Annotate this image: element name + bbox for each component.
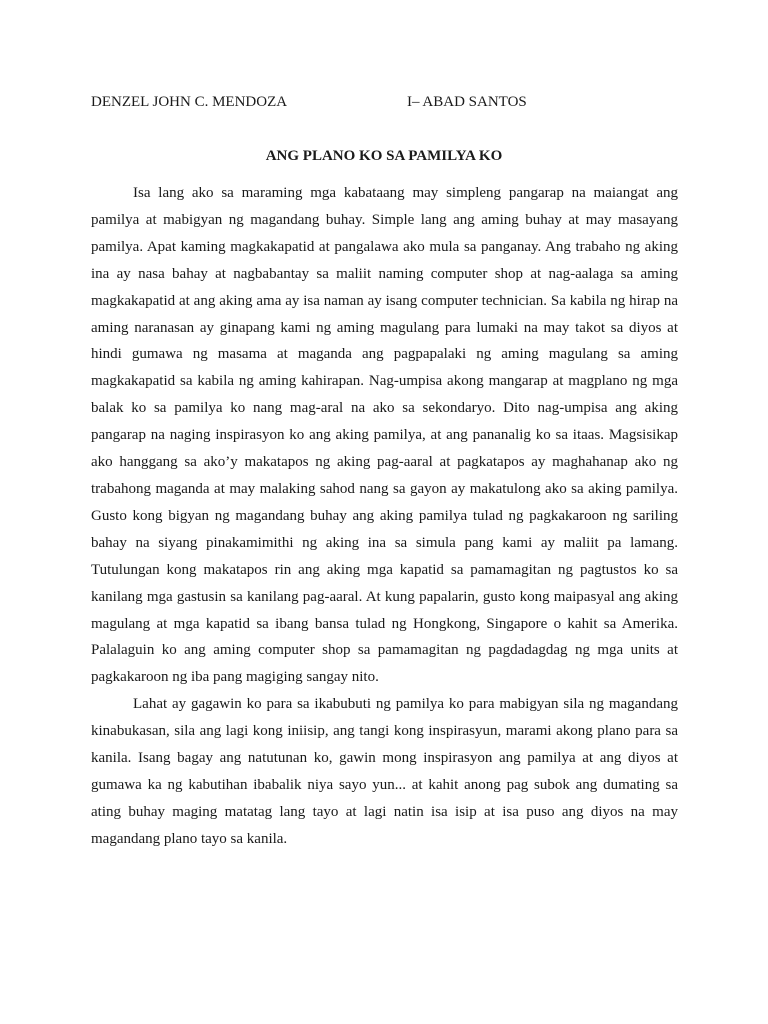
- document-title: ANG PLANO KO SA PAMILYA KO: [265, 148, 503, 164]
- header-line: [91, 92, 681, 112]
- document-body: [91, 180, 678, 853]
- paragraph: Lahat ay gagawin ko para sa ikabubuti ng pamilya ko para mabigyan sila ng magandang kinabukasan, sila ang lagi kong iniisip, ang tangi kong inspirasyun, marami akong plano para sa kanila. Isang bagay ang natutunan ko, gawin mong inspirasyon ang pamilya at ang diyos at gumawa ka ng kabutihan ibabalik niya sayo yun... at kahit anong pag subok ang dumating sa ating buhay maging matatag lang tayo at lagi natin isa isip at isa puso ang diyos na may magandang plano tayo sa kanila.: [91, 696, 678, 847]
- author-name: DENZEL JOHN C. MENDOZA: [91, 94, 288, 110]
- section-name: I– ABAD SANTOS: [407, 94, 527, 110]
- paragraph: Isa lang ako sa maraming mga kabataang may simpleng pangarap na maiangat ang pamilya at mabigyan ng magandang buhay. Simple lang ang aming buhay at may masayang pamilya. Apat kaming magkakapatid at pangalawa ako mula sa panganay. Ang trabaho ng aking ina ay nasa bahay at nagbabantay sa maliit naming computer shop at nag-aalaga sa aming magkakapatid at ang aking ama ay isa naman ay isang computer technician. Sa kabila ng hirap na aming naranasan ay ginapang kami ng aming magulang para lumaki na may takot sa diyos at hindi gumawa ng masama at maganda ang pagpapalaki ng aming magulang sa aming magkakapatid sa kabila ng aming kahirapan. Nag-umpisa akong mangarap at magplano ng mga balak ko sa pamilya ko nang mag-aral na ako sa sekondaryo. Dito nag-umpisa ang aking pangarap na naging inspirasyon ko ang aking pamilya, at ang pananalig ko sa itaas. Magsisikap ako hanggang sa ako’y makatapos ng aking pag-aaral at pagkatapos ay maghahanap ako ng trabahong maganda at may malaking sahod nang sa gayon ay makatulong ako sa aking pamilya. Gusto kong bigyan ng magandang buhay ang aking pamilya tulad ng pagkakaroon ng sariling bahay na siyang pinakamimithi ng aking ina sa simula pang kami ay maliit pa lamang. Tutulungan kong makatapos rin ang aking mga kapatid sa pamamagitan ng pagtustos ko sa kanilang mga gastusin sa kanilang pag-aaral. At kung papalarin, gusto kong maipasyal ang aking magulang at mga kapatid sa ibang bansa tulad ng Hongkong, Singapore o kahit sa Amerika. Palalaguin ko ang aming computer shop sa pamamagitan ng pagdadagdag ng mga units at pagkakaroon ng iba pang magiging sangay nito.: [91, 185, 678, 686]
